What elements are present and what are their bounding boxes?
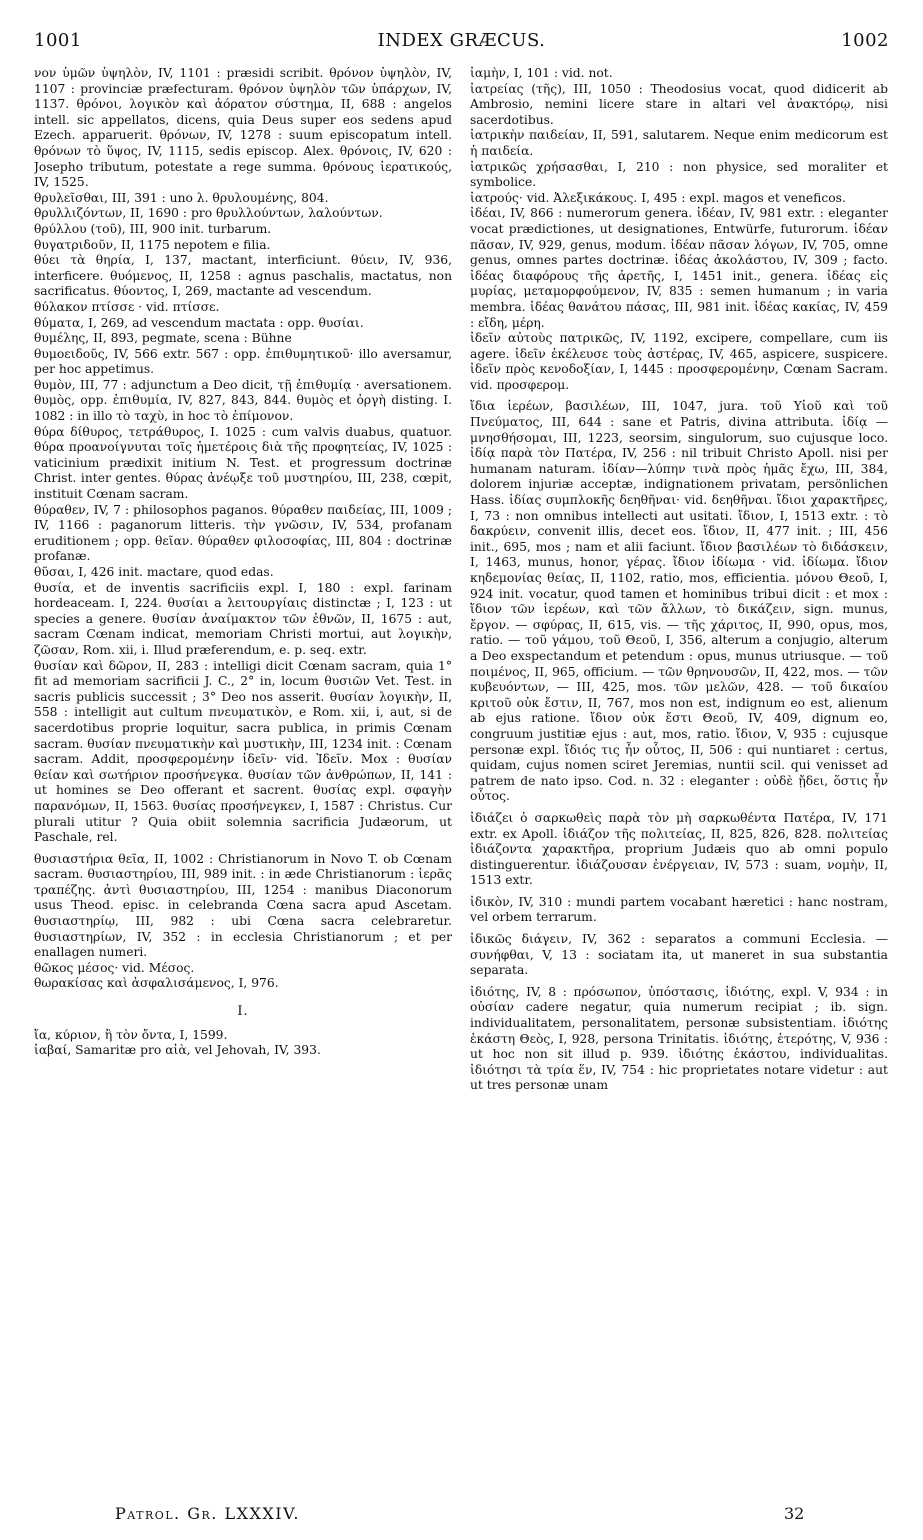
index-entry: ἰδέαι, IV, 866 : numerorum genera. ἰδέαν, IV, 981 extr. : eleganter vocat prædictiones, ut designationes, Entwürfe, futurorum. ἰδέαν πᾶσαν, IV, 929, genus, modum. ἰδέαν πᾶσαν λόγων, IV, 705, omne genus, omnes partes doctrinæ. ἰδέας ἀκολάστου, IV, 309 ; facto. ἰδέας διαφόρους τῆς ἀρετῆς, I, 1451 init., genera. ἰδέας εἰς μυρίας, μεταμορφούμενον, IV, 835 : semen humanum ; in varia membra. ἰδέας θανάτου πάσας, III, 981 init. ἰδέας κακίας, IV, 459 : εἴδη, μέρη. — [470, 206, 888, 330]
index-entry: ἰδιάζει ὁ σαρκωθεὶς παρὰ τὸν μὴ σαρκωθέντα Πατέρα, IV, 171 extr. ex Apoll. ἰδιάζον τῆς πολιτείας, II, 825, 826, 828. πολιτείας ἰδιάζοντα χαρακτῆρα, proprium Judæis quo ab omni populo distinguerentur. ἰδιάζουσαν ἐνέργειαν, IV, 573 : suam, νομὴν, II, 1513 extr. — [470, 810, 888, 888]
index-entry: ἰδικὸν, IV, 310 : mundi partem vocabant hæretici : hanc nostram, vel orbem terrarum. — [470, 894, 888, 925]
index-entry: θύλακον πτίσσε · vid. πτίσσε. — [34, 299, 220, 314]
index-entry: ἰατρικῶς χρήσασθαι, I, 210 : non physice, sed moraliter et symbolice. — [470, 159, 888, 190]
index-entry: ἰατρείας (τῆς), III, 1050 : Theodosius vocat, quod didicerit ab Ambrosio, nemini licere stare in altari vel ἀνακτόρῳ, nisi sacerdotibus. — [470, 81, 888, 127]
index-entry: θυμοειδοῦς, IV, 566 extr. 567 : opp. ἐπιθυμητικοῦ· illo aversamur, per hoc appetimus. — [34, 346, 452, 377]
left-column-tail — [34, 1028, 452, 1059]
index-entry: θρυλλιζόντων, II, 1690 : pro θρυλλούντων, λαλούντων. — [34, 206, 383, 221]
page-header — [34, 30, 889, 58]
right-column — [470, 66, 888, 1502]
index-entry: θυμὸν, III, 77 : adjunctum a Deo dicit, τῇ ἐπιθυμίᾳ · aversationem. θυμὸς, opp. ἐπιθυμία, IV, 827, 843, 844. θυμὸς et ὀργὴ disting. I. 1082 : in illo τὸ ταχὺ, in hoc τὸ ἐπίμονον. — [34, 377, 452, 424]
index-entry: θύει τὰ θηρία, I, 137, mactant, interficiunt. θύειν, IV, 936, interficere. θυόμενος, II, 1258 : agnus paschalis, mactatus, non sacrificatus. θύοντος, I, 269, mactante ad vescendum. — [34, 253, 452, 299]
letter-heading: I. — [237, 1004, 249, 1020]
index-entry: θυγατριδοῦν, II, 1175 nepotem e filia. — [34, 237, 271, 252]
index-entry: θρύλλου (τοῦ), III, 900 init. turbarum. — [34, 221, 272, 236]
left-column-entries — [34, 66, 452, 992]
index-entry: θυσιαστήρια θεῖα, II, 1002 : Christianorum in Novo T. ob Cœnam sacram. θυσιαστηρίου, III, 989 init. : in æde Christianorum : ἱερᾶς τραπέζης. ἀντὶ θυσιαστηρίου, III, 1254 : manibus Diaconorum usus Theod. episc. in celebranda Cœna sacra apud Ascetam. θυσιαστηρίῳ, III, 982 : ubi Cœna sacra celebraretur. θυσιαστηρίων, IV, 352 : in ecclesia Christianorum ; et per enallagen numeri. — [34, 851, 452, 960]
index-entry: θωρακίσας καὶ ἀσφαλισάμενος, I, 976. — [34, 976, 279, 991]
footer-series: Patrol. Gr. LXXXIV. — [115, 1504, 300, 1523]
index-entry: θρυλεῖσθαι, III, 391 : uno λ. θρυλουμένης, 804. — [34, 190, 329, 205]
index-entry: ἰδεῖν αὐτοὺς πατρικῶς, IV, 1192, excipere, compellare, cum iis agere. ἰδεῖν ἐκέλευσε τοὺς ἀστέρας, IV, 465, aspicere, suspicere. ἰδεῖν πρὸς κενοδοξίαν, I, 1445 : προσφερομένην, Cœnam Sacram. vid. προσφερομ. — [470, 331, 888, 392]
index-entry: θύματα, I, 269, ad vescendum mactata : opp. θυσίαι. — [34, 315, 364, 330]
index-entry: ἴα, κύριον, ἢ τὸν ὄντα, I, 1599. — [34, 1027, 228, 1042]
index-entry: θυσία, et de inventis sacrificiis expl. I, 180 : expl. farinam hordeaceam. I, 224. θυσίαι a λειτουργίαις distinctæ ; I, 123 : ut species a genere. θυσίαν ἀναίμακτον τῶν ἐθνῶν, II, 1675 : aut, sacram Cœnam indicat, memoriam Christi mortui, aut λογικὴν, ζῶσαν, Rom. xii, i. Illud præferendum, e. p. seq. extr. — [34, 580, 452, 657]
page-title: INDEX GRÆCUS. — [377, 30, 546, 51]
index-entry: ἰδιότης, IV, 8 : πρόσωπον, ὑπόστασις, ἰδιότης, expl. V, 934 : in οὐσίαν cadere negatur, quia numerum recipiat ; ib. sign. individualitatem, personalitatem, personæ subsistentiam. ἰδιότης ἑκάστη Θεὸς, I, 928, persona Trinitatis. ἰδιότης, ἑτερότης, V, 936 : ut hoc non sit illud p. 939. ἰδιότης ἑκάστου, individualitas. ἰδιότησι τὰ τρία ἕν, IV, 754 : hic proprietates notare videtur : aut ut tres personæ unam — [470, 984, 888, 1093]
right-column-entries — [470, 66, 888, 1094]
footer-signature: 32 — [784, 1504, 805, 1523]
index-entry: ἰατρούς· vid. Ἀλεξικάκους. I, 495 : expl. magos et veneficos. — [470, 190, 846, 205]
index-entry: νον ὑμῶν ὑψηλὸν, IV, 1101 : præsidi scribit. θρόνον ὑψηλὸν, IV, 1107 : provinciæ præfecturam. θρόνον ὑψηλὸν τῶν ὑπάρχων, IV, 1137. θρόνοι, λογικὸν καὶ ἀόρατον σύστημα, II, 688 : angelos intell. sic appellatos, dicens, quia Deus super eos sedens apud Ezech. apparuerit. θρόνων, IV, 1278 : suum episcopatum intell. θρόνων τὸ ὕψος, IV, 1115, sedis episcop. Alex. θρόνοις, IV, 620 : Josepho tributum, potestate a rege summa. θρόνους ἱερατικούς, IV, 1525. — [34, 66, 452, 190]
index-entry: θύρα δίθυρος, τετράθυρος, I. 1025 : cum valvis duabus, quatuor. θύρα προανοίγνυται τοῖς ἡμετέροις διὰ τῆς προφητείας, IV, 1025 : vaticinium prædixit initium N. Test. et progressum doctrinæ Christ. inter gentes. θύρας ἀνέῳξε τοῦ μυστηρίου, III, 238, cœpit, instituit Cœnam sacram. — [34, 424, 452, 502]
index-entry: θύραθεν, IV, 7 : philosophos paganos. θύραθεν παιδείας, III, 1009 ; IV, 1166 : paganorum litteris. τὴν γνῶσιν, IV, 534, profanam eruditionem ; opp. θεῖαν. θύραθεν φιλοσοφίας, III, 804 : doctrinæ profanæ. — [34, 502, 452, 564]
index-entry: ἰαμὴν, I, 101 : vid. not. — [470, 66, 613, 80]
index-entry: ἰδικῶς διάγειν, IV, 362 : separatos a communi Ecclesia. — συνήφθαι, V, 13 : sociatam ita, ut maneret in sua substantia separata. — [470, 932, 888, 978]
right-page-number: 1002 — [841, 30, 889, 51]
index-entry: θυμέλης, II, 893, pegmate, scena : Bühne — [34, 331, 292, 346]
index-entry: θῦσαι, I, 426 init. mactare, quod edas. — [34, 565, 274, 579]
index-entry: θῶκος μέσος· vid. Μέσος. — [34, 960, 195, 975]
left-page-number: 1001 — [34, 30, 82, 51]
index-entry: ἰατρικὴν παιδείαν, II, 591, salutarem. Neque enim medicorum est ἡ παιδεία. — [470, 128, 888, 158]
left-column — [34, 66, 452, 1502]
index-entry: ἰαβαί, Samaritæ pro αἰὰ, vel Jehovah, IV, 393. — [34, 1043, 321, 1058]
index-entry: ἴδια ἱερέων, βασιλέων, III, 1047, jura. τοῦ Υἱοῦ καὶ τοῦ Πνεύματος, III, 644 : sane et Patris, divina attributa. ἰδίᾳ — μνησθήσομαι, III, 1223, seorsim, singulorum, suo cujusque loco. ἰδίᾳ παρὰ τὸν Πατέρα, IV, 256 : nil tribuit Christo Apoll. nisi per humanam naturam. ἰδίαν—λύπην τινὰ πρὸς ἡμᾶς ἔχω, III, 384, dolorem injuriæ acceptæ, indignationem privatam, persönlichen Hass. ἰδίας συμπλοκῆς δεηθῆναι· vid. δεηθῆναι. ἴδιοι χαρακτῆρες, I, 73 : non omnibus intellecti aut usitati. ἴδιον, I, 1513 extr. : τὸ δακρύειν, convenit illis, decet eos. ἴδιον, II, 477 init. ; III, 456 init., 695, mos ; nam et alii faciunt. ἴδιον βασιλέων τὸ διδάσκειν, I, 1463, munus, honor, γέρας. ἴδιον ἰδίωμα · vid. ἰδίωμα. ἴδιον κηδεμονίας θείας, II, 1102, ratio, mos, efficientia. μόνου Θεοῦ, I, 924 init. vocatur, quod tamen et hominibus tribui dicit : et mox : ἴδιον τῶν ἱερέων, καὶ τῶν ἄλλων, τὸ δικάζειν, sign. munus, ἔργον. — σφύρας, II, 615, vis. — τῆς χάριτος, II, 990, opus, mos, ratio. — τοῦ γάμου, τοῦ Θεοῦ, I, 356, alterum a conjugio, alterum a Deo exspectandum et petendum : opus, munus utriusque. — τοῦ ποιμένος, II, 965, officium. — τῶν θρηνουσῶν, II, 422, mos. — τῶν κυβευόντων, — III, 425, mos. τῶν μελῶν, 428. — τοῦ δικαίου κριτοῦ οὐκ ἔστιν, II, 767, mos non est, indignum eo est, alienum ab ejus ratione. ἴδιον οὐκ ἔστι Θεοῦ, IV, 409, dignum eo, congruum justitiæ ejus : aut, mos, ratio. ἴδιον, V, 935 : cujusque personæ expl. ἴδιός τις ἦν οὗτος, II, 506 : qui nuntiaret : certus, quidam, cujus nomen sciret Jeremias, nuntii scil. qui venisset ad patrem de nato ipso. Cod. n. 32 : eleganter : οὐδὲ ᾔδει, ὅστις ἦν οὗτος. — [470, 399, 888, 804]
index-entry: θυσίαν καὶ δῶρον, II, 283 : intelligi dicit Cœnam sacram, quia 1° fit ad memoriam sacrificii J. C., 2° in, locum θυσιῶν Vet. Test. in sacris publicis successit ; 3° Deo nos asserit. θυσίαν λογικὴν, II, 558 : intelligit aut cultum πνευματικὸν, e Rom. xii, i, aut, si de sacerdotibus proprie loquitur, sacra publica, in primis Cœnam sacram. θυσίαν πνευματικὴν καὶ μυστικὴν, III, 1234 init. : Cœnam sacram. Addit, προσφερομένην ἰδεῖν· vid. Ἰδεῖν. Mox : θυσίαν θείαν καὶ σωτήριον προσήνεγκα. θυσίαν τῶν ἀνθρώπων, II, 141 : ut homines se Deo offerant et sacrent. θυσίας expl. σφαγὴν παρανόμων, II, 1563. θυσίας προσήνεγκεν, I, 1587 : Christus. Cur plurali utitur ? Quia obiit solemnia sacrificia Judæorum, ut Paschale, rel. — [34, 658, 452, 845]
